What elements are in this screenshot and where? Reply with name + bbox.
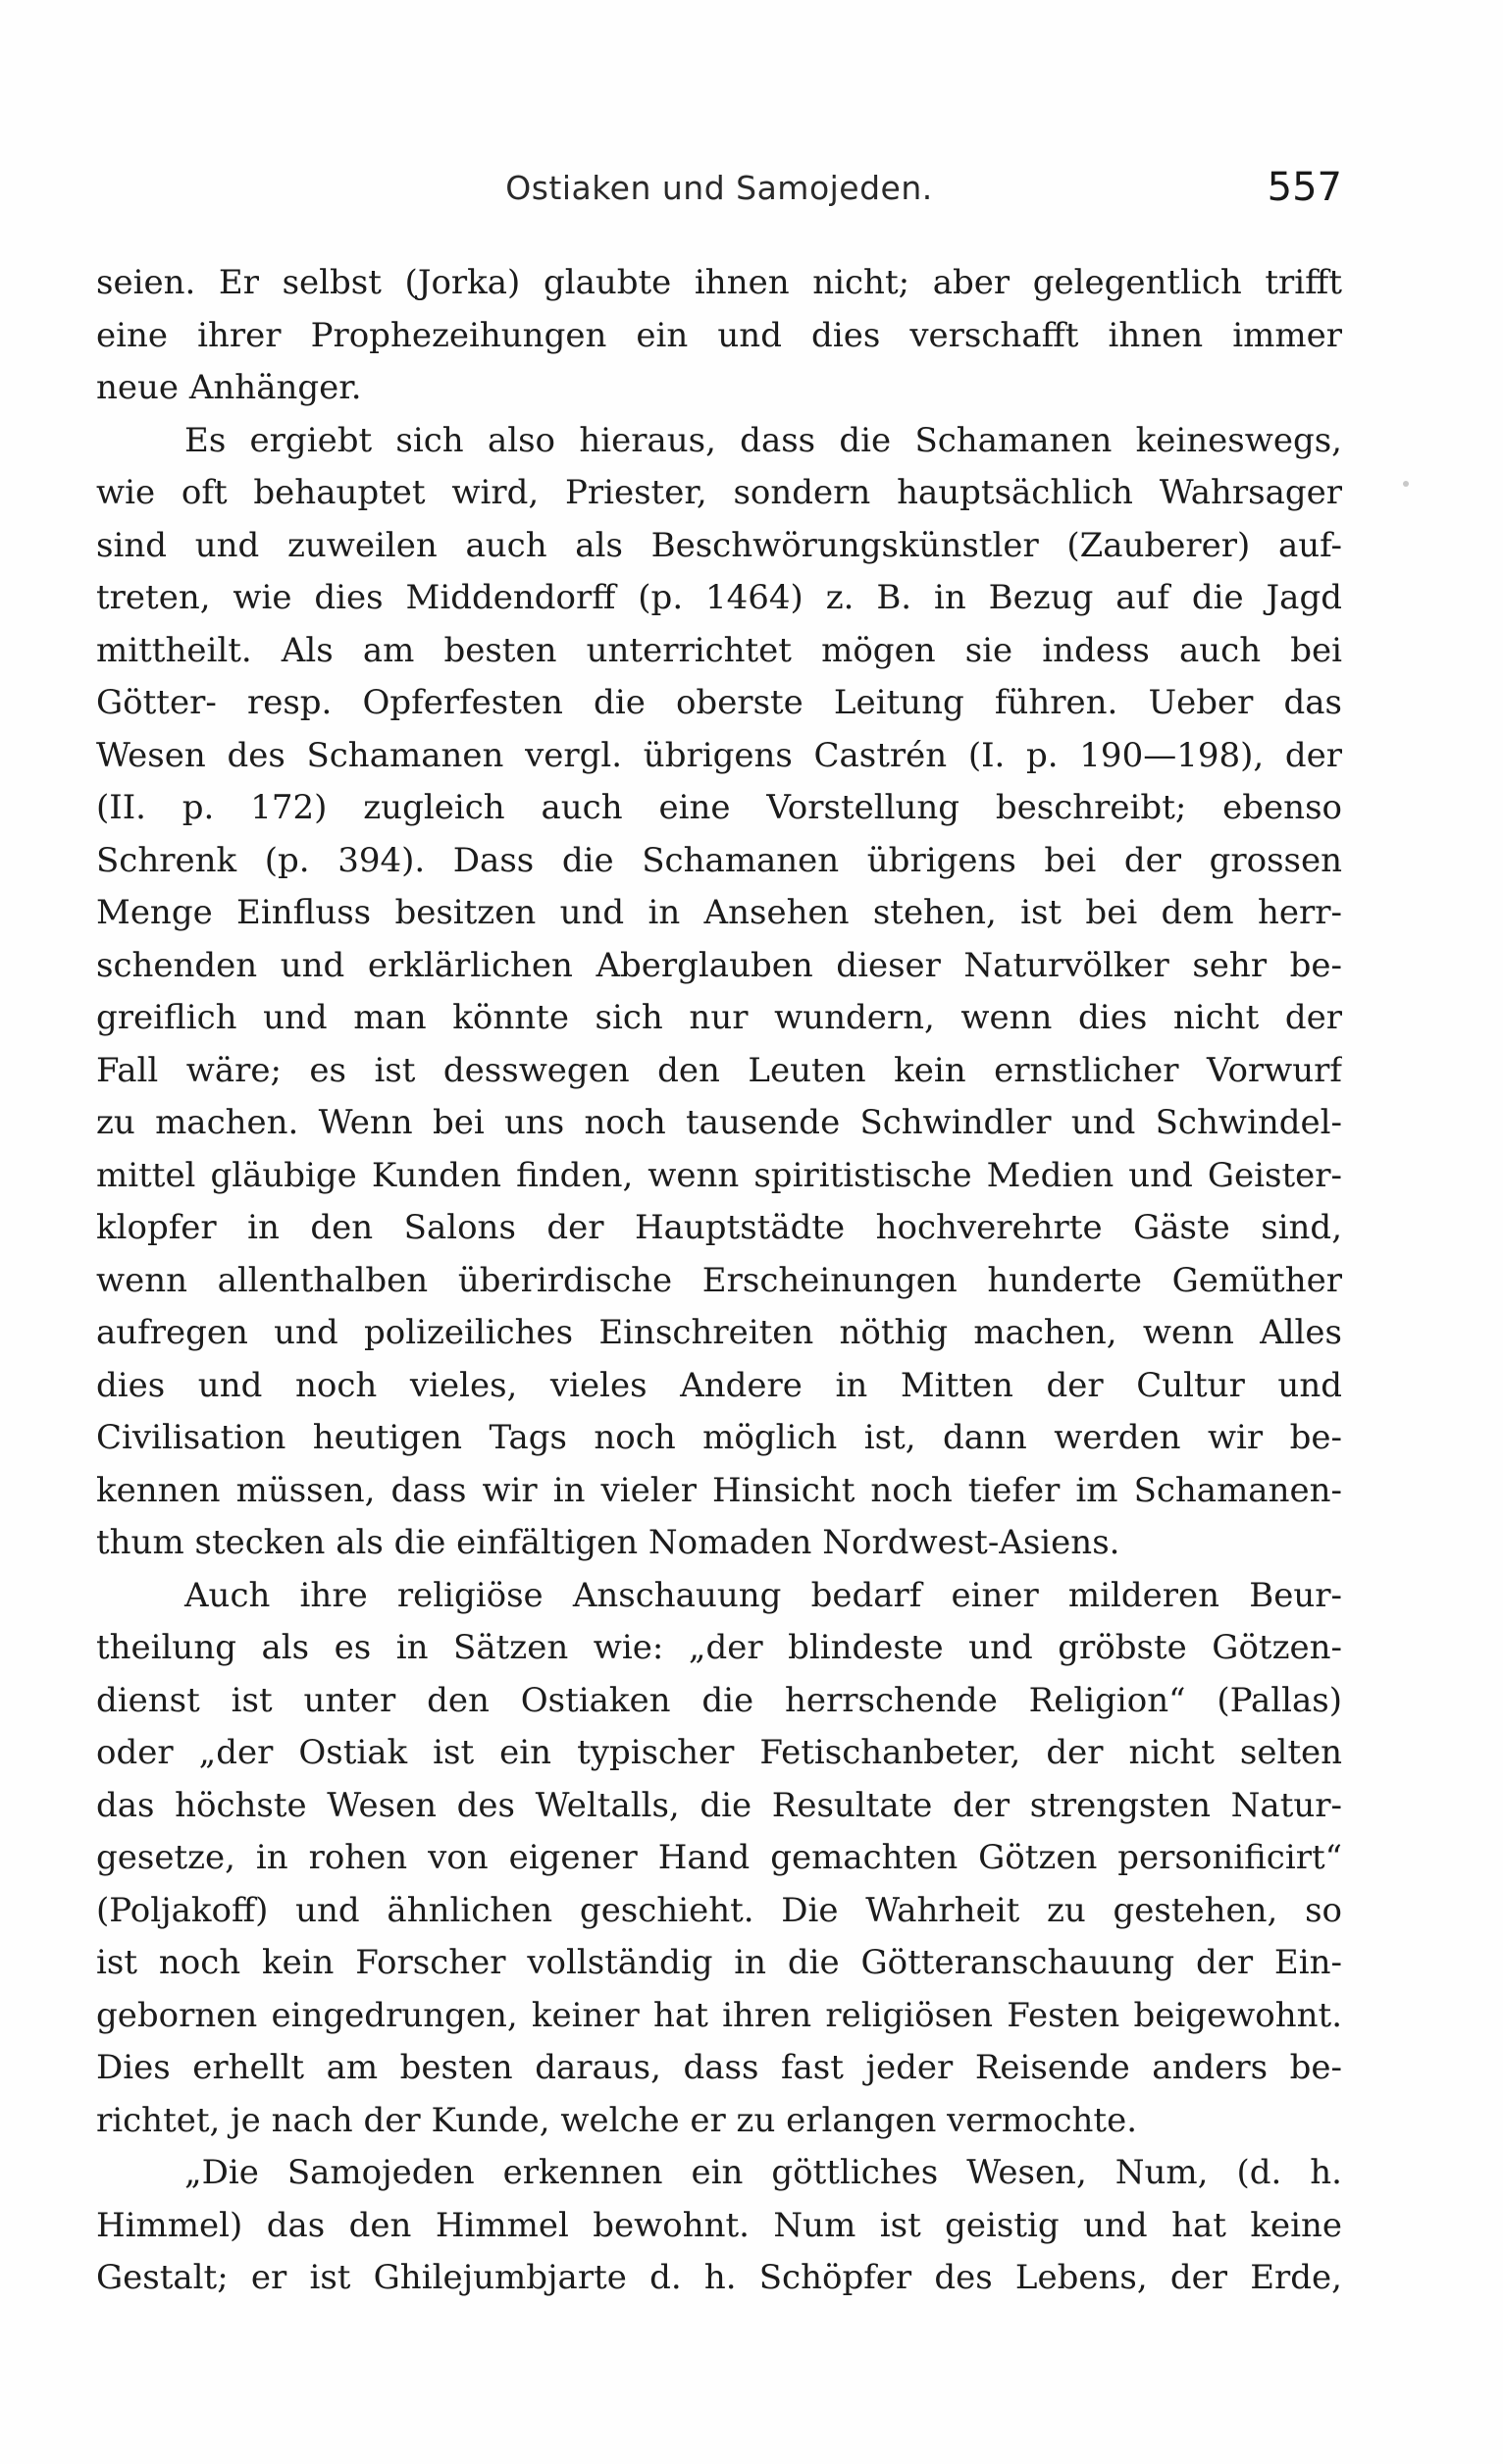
- body-text: [96, 257, 1342, 2305]
- text-line: Es ergiebt sich also hieraus, dass die Schamanen keineswegs,: [184, 420, 1342, 460]
- stray-ink-dot: [1403, 481, 1409, 487]
- text-line: eine ihrer Prophezeihungen ein und dies verschafft ihnen immer: [96, 315, 1342, 355]
- text-line: Auch ihre religiöse Anschauung bedarf einer milderen Beur-: [184, 1575, 1342, 1615]
- text-line: Fall wäre; es ist desswegen den Leuten kein ernstlicher Vorwurf: [96, 1050, 1342, 1090]
- text-line: Himmel) das den Himmel bewohnt. Num ist geistig und hat keine: [96, 2205, 1342, 2245]
- text-line: greiflich und man könnte sich nur wundern, wenn dies nicht der: [96, 998, 1342, 1037]
- page-number: 557: [1267, 165, 1342, 210]
- text-line: wenn allenthalben überirdische Erscheinungen hunderte Gemüther: [96, 1260, 1342, 1300]
- text-line: mittheilt. Als am besten unterrichtet mögen sie indess auch bei: [96, 630, 1342, 670]
- text-line: Schrenk (p. 394). Dass die Schamanen übrigens bei der grossen: [96, 840, 1342, 880]
- text-line: (Poljakoff) und ähnlichen geschieht. Die Wahrheit zu gestehen, so: [96, 1890, 1342, 1930]
- text-line: das höchste Wesen des Weltalls, die Resultate der strengsten Natur-: [96, 1785, 1342, 1825]
- text-line: thum stecken als die einfältigen Nomaden Nordwest-Asiens.: [96, 1523, 1120, 1562]
- text-line: aufregen und polizeiliches Einschreiten nöthig machen, wenn Alles: [96, 1313, 1342, 1352]
- text-line: mittel gläubige Kunden finden, wenn spiritistische Medien und Geister-: [96, 1155, 1342, 1195]
- text-line: dies und noch vieles, vieles Andere in Mitten der Cultur und: [96, 1365, 1342, 1405]
- text-line: neue Anhänger.: [96, 368, 362, 407]
- text-line: ist noch kein Forscher vollständig in die Götteranschauung der Ein-: [96, 1943, 1342, 1982]
- text-line: richtet, je nach der Kunde, welche er zu erlangen vermochte.: [96, 2100, 1138, 2140]
- text-line: oder „der Ostiak ist ein typischer Fetischanbeter, der nicht selten: [96, 1733, 1342, 1772]
- text-line: kennen müssen, dass wir in vieler Hinsicht noch tiefer im Schamanen-: [96, 1470, 1342, 1510]
- text-line: klopfer in den Salons der Hauptstädte hochverehrte Gäste sind,: [96, 1208, 1342, 1247]
- text-line: Götter- resp. Opferfesten die oberste Leitung führen. Ueber das: [96, 683, 1342, 722]
- text-line: schenden und erklärlichen Aberglauben dieser Naturvölker sehr be-: [96, 945, 1342, 985]
- text-line: treten, wie dies Middendorff (p. 1464) z. B. in Bezug auf die Jagd: [96, 578, 1342, 617]
- running-title: Ostiaken und Samojeden.: [505, 169, 933, 207]
- text-line: theilung als es in Sätzen wie: „der blindeste und gröbste Götzen-: [96, 1628, 1342, 1667]
- running-head: [96, 165, 1342, 220]
- text-line: „Die Samojeden erkennen ein göttliches Wesen, Num, (d. h.: [184, 2153, 1342, 2192]
- text-line: gebornen eingedrungen, keiner hat ihren religiösen Festen beigewohnt.: [96, 1995, 1342, 2035]
- text-line: gesetze, in rohen von eigener Hand gemachten Götzen personificirt“: [96, 1838, 1342, 1877]
- text-line: zu machen. Wenn bei uns noch tausende Schwindler und Schwindel-: [96, 1103, 1342, 1142]
- text-line: sind und zuweilen auch als Beschwörungskünstler (Zauberer) auf-: [96, 525, 1342, 565]
- text-line: Civilisation heutigen Tags noch möglich ist, dann werden wir be-: [96, 1418, 1342, 1457]
- text-line: wie oft behauptet wird, Priester, sondern hauptsächlich Wahrsager: [96, 473, 1342, 512]
- text-line: dienst ist unter den Ostiaken die herrschende Religion“ (Pallas): [96, 1680, 1342, 1720]
- text-line: Menge Einfluss besitzen und in Ansehen stehen, ist bei dem herr-: [96, 893, 1342, 932]
- text-line: Dies erhellt am besten daraus, dass fast jeder Reisende anders be-: [96, 2048, 1342, 2087]
- text-line: Wesen des Schamanen vergl. übrigens Castrén (I. p. 190—198), der: [96, 735, 1342, 775]
- text-line: Gestalt; er ist Ghilejumbjarte d. h. Schöpfer des Lebens, der Erde,: [96, 2258, 1342, 2297]
- text-line: (II. p. 172) zugleich auch eine Vorstellung beschreibt; ebenso: [96, 788, 1342, 827]
- text-line: seien. Er selbst (Jorka) glaubte ihnen nicht; aber gelegentlich trifft: [96, 263, 1342, 302]
